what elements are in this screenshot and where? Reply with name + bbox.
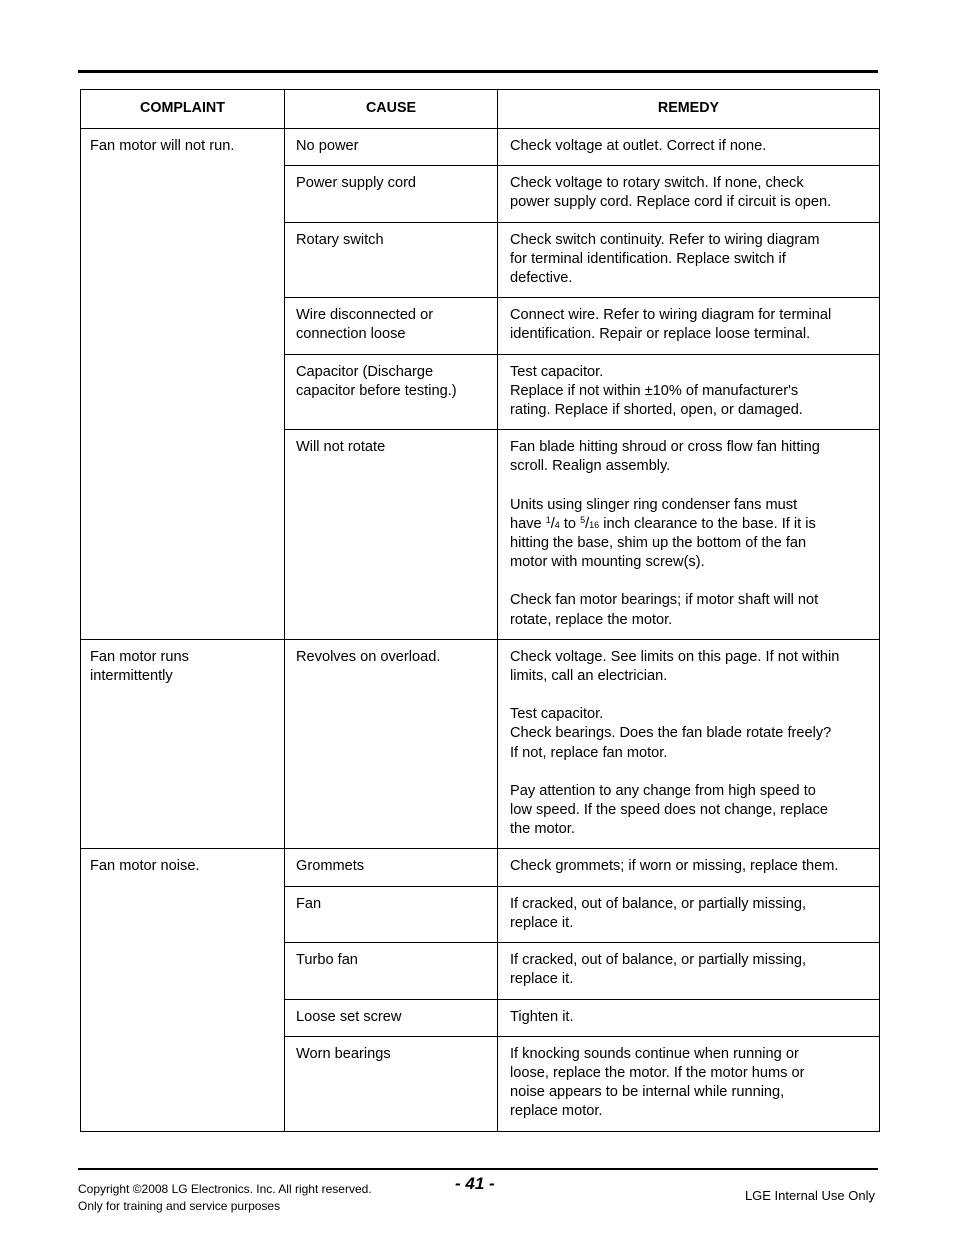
remedy-cell [498, 849, 880, 886]
remedy-text: Check switch continuity. Refer to wiring diagram for terminal identification. Replace switch if defective. [510, 231, 820, 287]
fraction-numerator: 5 [580, 514, 586, 525]
remedy-text: Test capacitor. Replace if not within ±10% of manufacturer's rating. Replace if shorted, open, or damaged. [510, 363, 803, 419]
complaint-text: Fan motor will not run. [90, 138, 235, 154]
remedy-cell [498, 999, 880, 1036]
remedy-paragraph: Pay attention to any change from high speed to low speed. If the speed does not change, replace the motor. [510, 782, 829, 838]
footer-copyright-block [78, 1181, 372, 1215]
cause-text: No power [296, 138, 359, 154]
training-notice: Only for training and service purposes [78, 1199, 281, 1213]
cause-text: Turbo fan [296, 952, 358, 969]
remedy-paragraph: Check fan motor bearings; if motor shaft will not rotate, replace the motor. [510, 592, 819, 628]
fraction-slash: / [550, 515, 555, 532]
cause-text: Worn bearings [296, 1045, 391, 1062]
cause-cell [285, 166, 498, 222]
cause-cell [285, 298, 498, 354]
table-row [81, 639, 880, 849]
remedy-cell [498, 430, 880, 640]
remedy-cell [498, 354, 880, 430]
cause-text: Rotary switch [296, 231, 384, 248]
remedy-cell [498, 886, 880, 942]
fraction-denominator: 16 [589, 519, 600, 530]
remedy-cell [498, 129, 880, 166]
remedy-text: Connect wire. Refer to wiring diagram for terminal identification. Repair or replace loose terminal. [510, 307, 832, 343]
cause-cell [285, 430, 498, 640]
fraction-slash: / [585, 515, 590, 532]
remedy-text: If knocking sounds continue when running or loose, replace the motor. If the motor hums or noise appears to be internal while running, replace motor. [510, 1045, 805, 1120]
complaint-cell [81, 639, 285, 849]
cause-cell [285, 639, 498, 849]
complaint-cell [81, 129, 285, 640]
remedy-cell [498, 298, 880, 354]
remedy-text: Check voltage at outlet. Correct if none. [510, 138, 767, 154]
remedy-text: Tighten it. [510, 1008, 574, 1025]
remedy-paragraph: Test capacitor. Check bearings. Does the fan blade rotate freely? If not, replace fan motor. [510, 706, 832, 761]
complaint-cell [81, 849, 285, 1131]
cause-text: Loose set screw [296, 1008, 402, 1025]
complaint-text: Fan motor runs intermittently [90, 648, 189, 685]
remedy-cell [498, 639, 880, 849]
remedy-text: Check grommets; if worn or missing, replace them. [510, 858, 839, 875]
cause-cell [285, 849, 498, 886]
remedy-paragraph: Fan blade hitting shroud or cross flow fan hitting scroll. Realign assembly. [510, 439, 820, 475]
page-number: - 41 - [455, 1174, 495, 1193]
remedy-cell [498, 166, 880, 222]
remedy-text: to [559, 515, 581, 532]
cause-cell [285, 129, 498, 166]
remedy-paragraph [510, 496, 869, 573]
complaint-header: COMPLAINT [81, 90, 285, 129]
cause-text: Wire disconnected or connection loose [296, 307, 434, 343]
complaint-text: Fan motor noise. [90, 858, 200, 875]
remedy-text: If cracked, out of balance, or partially missing, replace it. [510, 895, 807, 931]
cause-cell [285, 354, 498, 430]
remedy-cell [498, 1036, 880, 1131]
cause-cell [285, 1036, 498, 1131]
internal-use-label: LGE Internal Use Only [744, 1188, 875, 1203]
remedy-header: REMEDY [498, 90, 880, 129]
fraction-numerator: 1 [545, 514, 551, 525]
cause-text: Fan [296, 895, 322, 912]
remedy-text: Units using slinger ring condenser fans must have [510, 496, 798, 532]
remedy-text: Check voltage to rotary switch. If none, check power supply cord. Replace cord if circuit is open. [510, 175, 832, 211]
troubleshooting-table [80, 89, 880, 1132]
cause-cell [285, 222, 498, 298]
remedy-cell [498, 222, 880, 298]
table-row [81, 849, 880, 886]
remedy-cell [498, 943, 880, 999]
top-rule [78, 70, 878, 73]
bottom-rule [78, 1168, 878, 1170]
cause-text: Power supply cord [296, 175, 417, 192]
cause-text: Grommets [296, 858, 365, 875]
remedy-text: inch clearance to the base. If it is hitting the base, shim up the bottom of the fan motor with mounting screw(s). [510, 515, 816, 571]
cause-cell [285, 886, 498, 942]
cause-header: CAUSE [285, 90, 498, 129]
table-header-row [81, 90, 880, 129]
copyright-text: Copyright ©2008 LG Electronics. Inc. All right reserved. [78, 1182, 372, 1196]
fraction-denominator: 4 [554, 519, 560, 530]
cause-cell [285, 999, 498, 1036]
cause-text: Will not rotate [296, 439, 386, 456]
remedy-text: If cracked, out of balance, or partially missing, replace it. [510, 952, 807, 988]
table-row [81, 129, 880, 166]
cause-text: Revolves on overload. [296, 648, 441, 665]
cause-cell [285, 943, 498, 999]
remedy-paragraph: Check voltage. See limits on this page. If not within limits, call an electrician. [510, 648, 840, 685]
cause-text: Capacitor (Discharge capacitor before testing.) [296, 363, 457, 399]
